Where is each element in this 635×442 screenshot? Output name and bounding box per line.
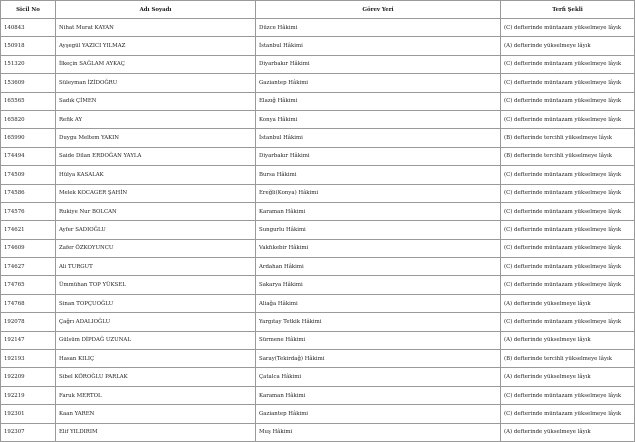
name-cell: Faruk MERTOL xyxy=(56,386,256,404)
sicil-no-cell: 174576 xyxy=(1,202,56,220)
table-row xyxy=(1,166,635,184)
promotion-cell: (C) defterinde müntazam yükselmeye lâyık xyxy=(501,202,635,220)
name-cell: Gülsüm DİPDAĞ UZUNAL xyxy=(56,331,256,349)
location-cell: Karaman Hâkimi xyxy=(256,386,501,404)
table-row xyxy=(1,129,635,147)
header-row xyxy=(1,1,635,19)
table-row xyxy=(1,74,635,92)
name-cell: Elif YILDIRIM xyxy=(56,423,256,441)
location-cell: Düzce Hâkimi xyxy=(256,19,501,37)
location-cell: İstanbul Hâkimi xyxy=(256,129,501,147)
location-cell: Vakfıkebir Hâkimi xyxy=(256,239,501,257)
sicil-no-cell: 140843 xyxy=(1,19,56,37)
location-cell: Diyarbakır Hâkimi xyxy=(256,55,501,73)
table-row xyxy=(1,19,635,37)
location-cell: Sakarya Hâkimi xyxy=(256,276,501,294)
location-cell: Ardahan Hâkimi xyxy=(256,258,501,276)
promotion-cell: (B) defterinde tercihli yükselmeye lâyık xyxy=(501,350,635,368)
promotion-cell: (C) defterinde müntazam yükselmeye lâyık xyxy=(501,258,635,276)
promotion-cell: (C) defterinde müntazam yükselmeye lâyık xyxy=(501,239,635,257)
name-cell: Ümmühan TOP YÜKSEL xyxy=(56,276,256,294)
sicil-no-cell: 174627 xyxy=(1,258,56,276)
sicil-no-cell: 150918 xyxy=(1,37,56,55)
sicil-no-cell: 174586 xyxy=(1,184,56,202)
promotion-cell: (A) defterinde yükselmeye lâyık xyxy=(501,294,635,312)
location-cell: Konya Hâkimi xyxy=(256,110,501,128)
name-cell: Çağrı ADALIOĞLU xyxy=(56,313,256,331)
name-cell: Ayşegül YAZICI YILMAZ xyxy=(56,37,256,55)
location-cell: Yargıtay Tetkik Hâkimi xyxy=(256,313,501,331)
name-cell: Kaan YAREN xyxy=(56,405,256,423)
sicil-no-cell: 192078 xyxy=(1,313,56,331)
table-row xyxy=(1,184,635,202)
name-cell: Rukiye Nur BOLCAN xyxy=(56,202,256,220)
name-cell: Ali TURGUT xyxy=(56,258,256,276)
location-cell: Gaziantep Hâkimi xyxy=(256,405,501,423)
table-row xyxy=(1,313,635,331)
table-row xyxy=(1,294,635,312)
table-row xyxy=(1,350,635,368)
table-row xyxy=(1,110,635,128)
header-sicil-no: Sicil No xyxy=(1,1,56,19)
sicil-no-cell: 192193 xyxy=(1,350,56,368)
sicil-no-cell: 192307 xyxy=(1,423,56,441)
sicil-no-cell: 165820 xyxy=(1,110,56,128)
promotion-cell: (C) defterinde müntazam yükselmeye lâyık xyxy=(501,184,635,202)
sicil-no-cell: 174768 xyxy=(1,294,56,312)
sicil-no-cell: 192301 xyxy=(1,405,56,423)
sicil-no-cell: 174621 xyxy=(1,221,56,239)
promotion-cell: (C) defterinde müntazam yükselmeye lâyık xyxy=(501,386,635,404)
location-cell: Aliağa Hâkimi xyxy=(256,294,501,312)
table-row xyxy=(1,276,635,294)
table-row xyxy=(1,405,635,423)
name-cell: Duygu Meltem YAKIN xyxy=(56,129,256,147)
header-terfi-sekli: Terfi Şekli xyxy=(501,1,635,19)
table-row xyxy=(1,239,635,257)
promotion-cell: (C) defterinde müntazam yükselmeye lâyık xyxy=(501,276,635,294)
table-row xyxy=(1,221,635,239)
promotion-cell: (C) defterinde müntazam yükselmeye lâyık xyxy=(501,166,635,184)
promotion-cell: (A) defterinde yükselmeye lâyık xyxy=(501,331,635,349)
promotion-cell: (A) defterinde yükselmeye lâyık xyxy=(501,423,635,441)
name-cell: Sadık ÇİMEN xyxy=(56,92,256,110)
promotion-cell: (A) defterinde yükselmeye lâyık xyxy=(501,37,635,55)
promotion-cell: (B) defterinde tercihli yükselmeye lâyık xyxy=(501,129,635,147)
name-cell: Ayfer SADIOĞLU xyxy=(56,221,256,239)
name-cell: Refik AY xyxy=(56,110,256,128)
location-cell: Çatalca Hâkimi xyxy=(256,368,501,386)
table-row xyxy=(1,368,635,386)
name-cell: Zafer ÖZKOYUNCU xyxy=(56,239,256,257)
table-row xyxy=(1,386,635,404)
sicil-no-cell: 174765 xyxy=(1,276,56,294)
name-cell: Sibel KÖROĞLU PARLAK xyxy=(56,368,256,386)
sicil-no-cell: 192147 xyxy=(1,331,56,349)
promotion-cell: (A) defterinde yükselmeye lâyık xyxy=(501,368,635,386)
location-cell: Sungurlu Hâkimi xyxy=(256,221,501,239)
promotion-cell: (C) defterinde müntazam yükselmeye lâyık xyxy=(501,405,635,423)
promotion-cell: (C) defterinde müntazam yükselmeye lâyık xyxy=(501,92,635,110)
sicil-no-cell: 174609 xyxy=(1,239,56,257)
location-cell: İstanbul Hâkimi xyxy=(256,37,501,55)
promotion-cell: (C) defterinde müntazam yükselmeye lâyık xyxy=(501,19,635,37)
location-cell: Diyarbakır Hâkimi xyxy=(256,147,501,165)
table-row xyxy=(1,202,635,220)
table-row xyxy=(1,331,635,349)
header-gorev-yeri: Görev Yeri xyxy=(256,1,501,19)
table-row xyxy=(1,37,635,55)
sicil-no-cell: 174494 xyxy=(1,147,56,165)
promotion-cell: (C) defterinde müntazam yükselmeye lâyık xyxy=(501,55,635,73)
sicil-no-cell: 151320 xyxy=(1,55,56,73)
promotion-cell: (C) defterinde müntazam yükselmeye lâyık xyxy=(501,221,635,239)
name-cell: Hasan KILIÇ xyxy=(56,350,256,368)
promotion-cell: (C) defterinde müntazam yükselmeye lâyık xyxy=(501,74,635,92)
location-cell: Ereğli(Konya) Hâkimi xyxy=(256,184,501,202)
name-cell: Hülya KASALAK xyxy=(56,166,256,184)
location-cell: Karaman Hâkimi xyxy=(256,202,501,220)
sicil-no-cell: 153609 xyxy=(1,74,56,92)
sicil-no-cell: 165990 xyxy=(1,129,56,147)
table-row xyxy=(1,147,635,165)
header-adi-soyadi: Adı Soyadı xyxy=(56,1,256,19)
location-cell: Elazığ Hâkimi xyxy=(256,92,501,110)
name-cell: İlkeçin SAĞLAM AYKAÇ xyxy=(56,55,256,73)
name-cell: Melek KOCAGER ŞAHİN xyxy=(56,184,256,202)
sicil-no-cell: 192209 xyxy=(1,368,56,386)
name-cell: Süleyman İZİDOĞRU xyxy=(56,74,256,92)
table-row xyxy=(1,92,635,110)
name-cell: Sinan TOPÇUOĞLU xyxy=(56,294,256,312)
promotion-cell: (C) defterinde müntazam yükselmeye lâyık xyxy=(501,110,635,128)
name-cell: Nihat Murat KAYAN xyxy=(56,19,256,37)
sicil-no-cell: 165565 xyxy=(1,92,56,110)
location-cell: Bursa Hâkimi xyxy=(256,166,501,184)
sicil-no-cell: 174509 xyxy=(1,166,56,184)
table-row xyxy=(1,55,635,73)
table-row xyxy=(1,423,635,441)
location-cell: Muş Hâkimi xyxy=(256,423,501,441)
table-row xyxy=(1,258,635,276)
location-cell: Saray(Tekirdağ) Hâkimi xyxy=(256,350,501,368)
name-cell: Saide Dilan ERDOĞAN YAYLA xyxy=(56,147,256,165)
sicil-no-cell: 192219 xyxy=(1,386,56,404)
promotion-cell: (B) defterinde tercihli yükselmeye lâyık xyxy=(501,147,635,165)
location-cell: Gaziantep Hâkimi xyxy=(256,74,501,92)
promotion-cell: (C) defterinde müntazam yükselmeye lâyık xyxy=(501,313,635,331)
location-cell: Sürmene Hâkimi xyxy=(256,331,501,349)
